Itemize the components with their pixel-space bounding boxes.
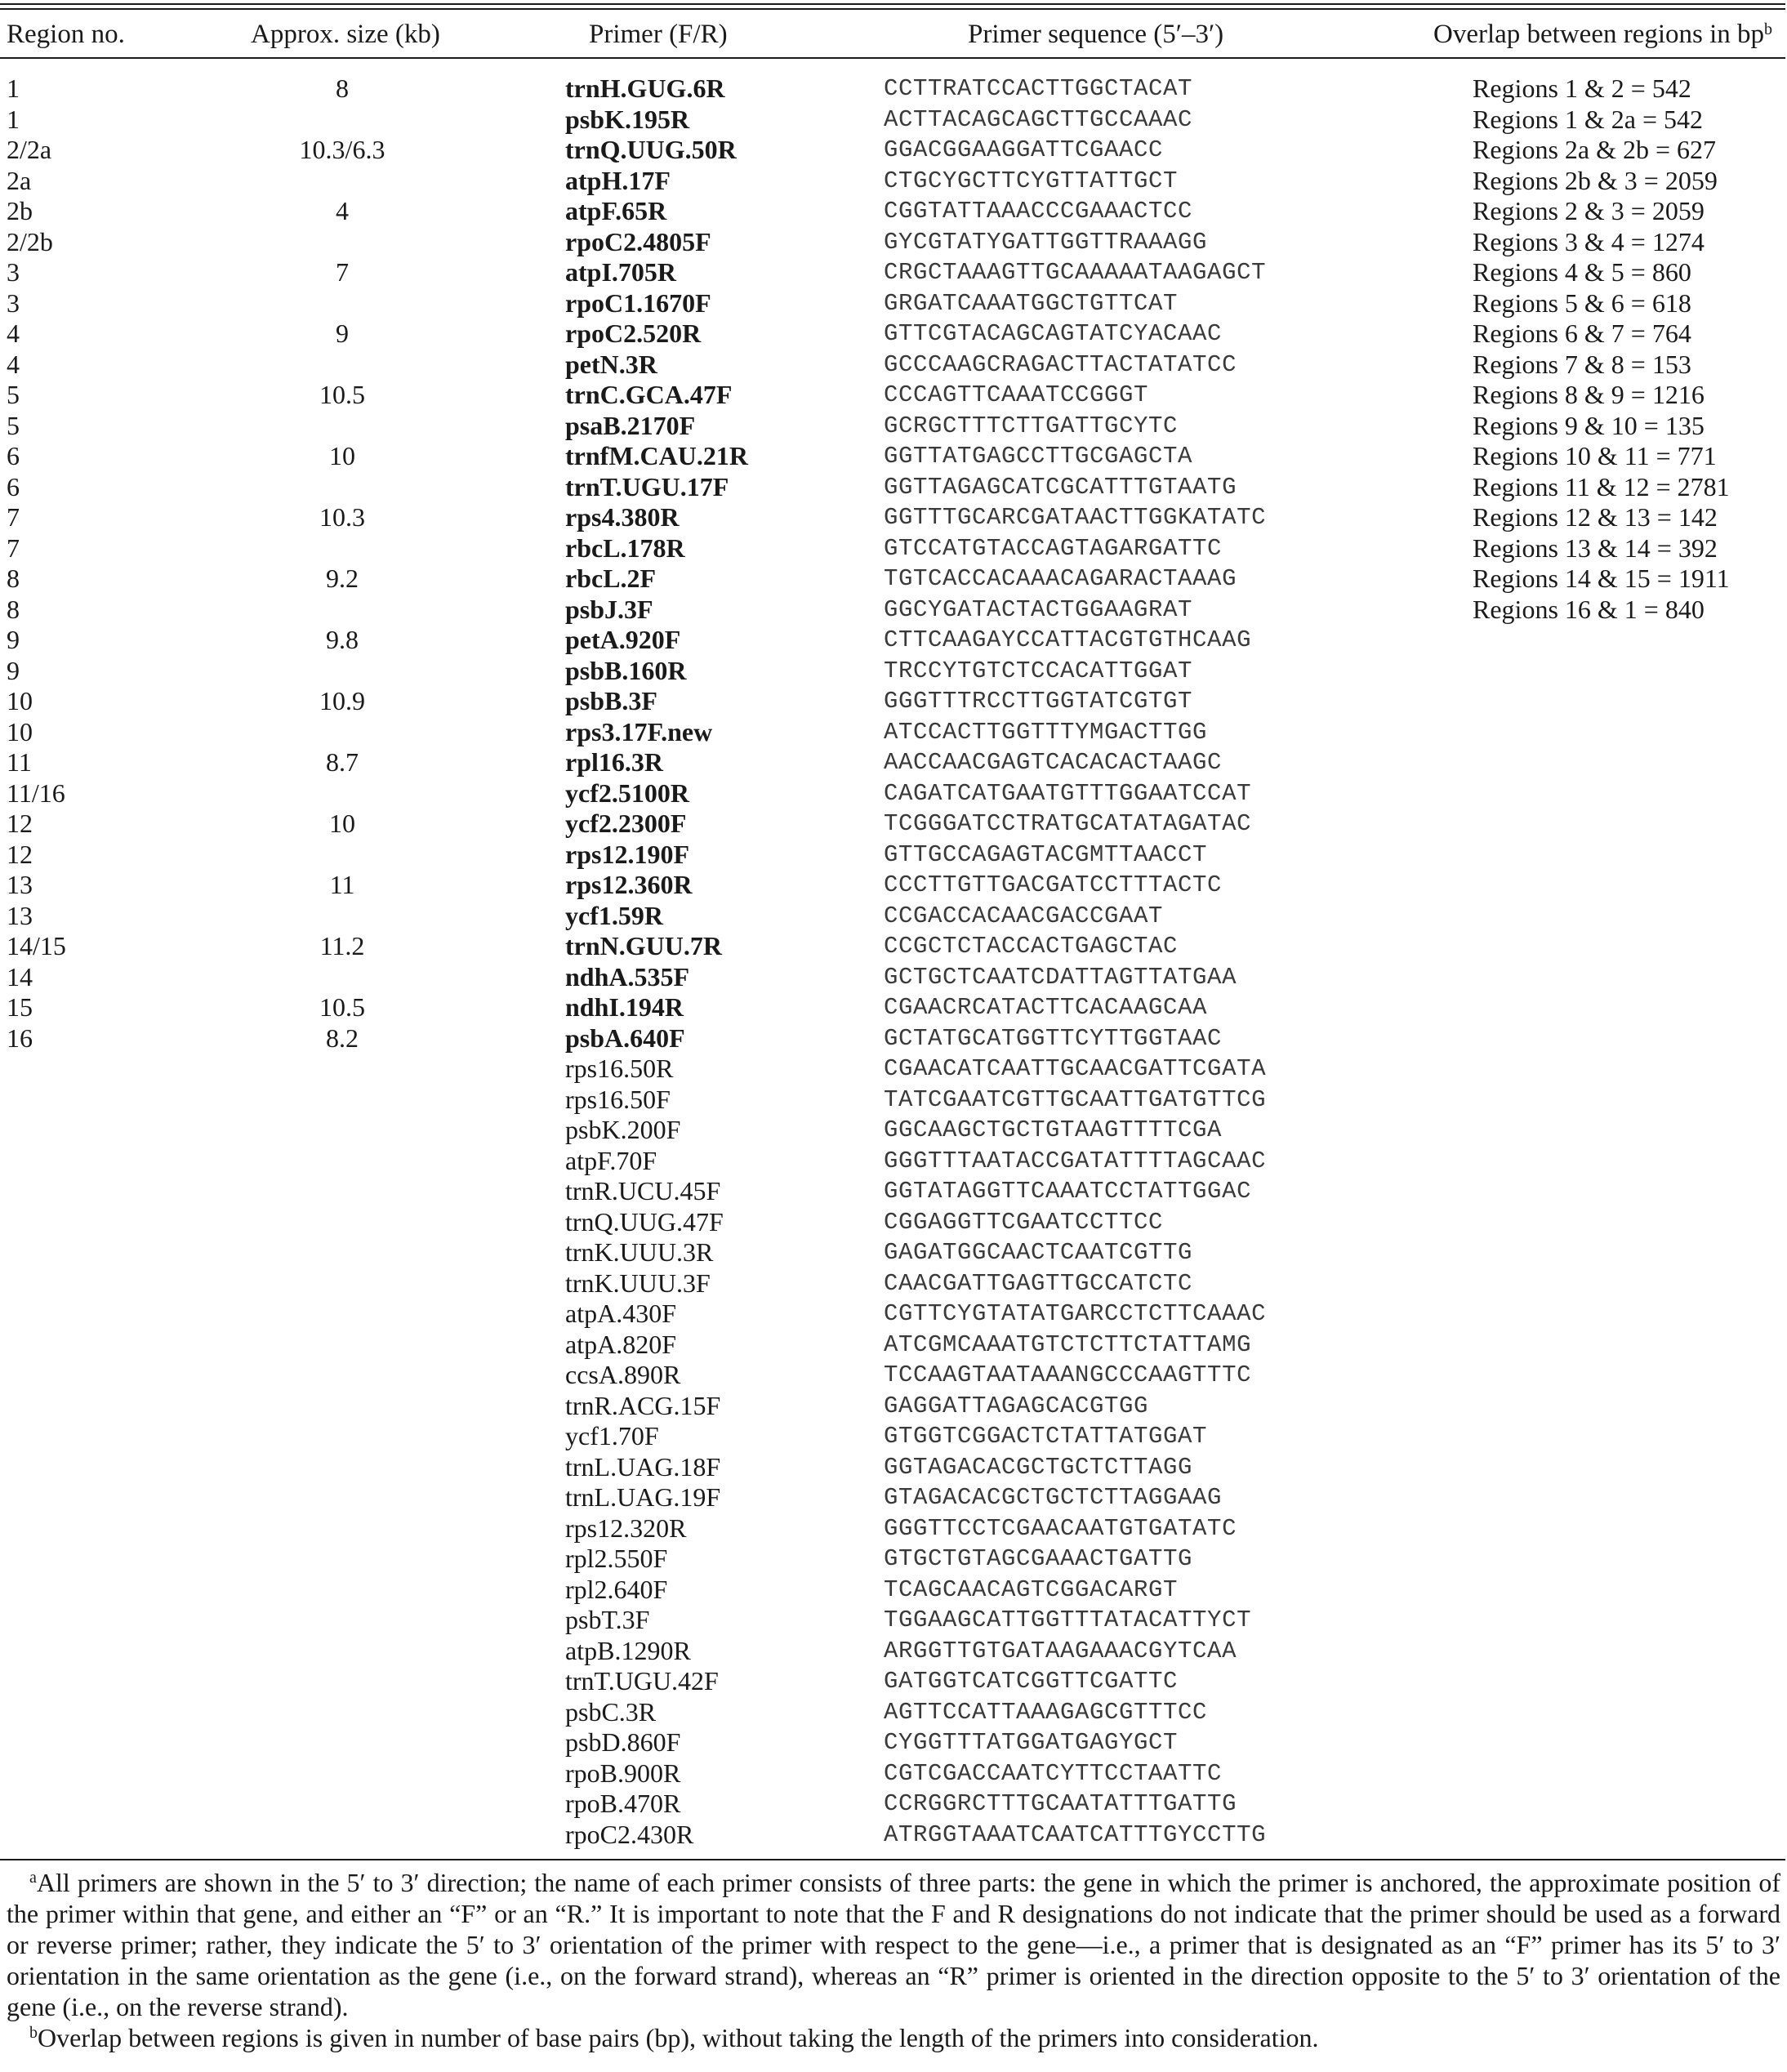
table-row	[0, 962, 1787, 993]
header-size: Approx. size (kb)	[251, 20, 440, 49]
primer-sequence-cell: CCCTTGTTGACGATCCTTTACTC	[884, 871, 1223, 898]
overlap-cell: Regions 16 & 1 = 840	[1473, 594, 1705, 624]
region-cell: 7	[7, 502, 20, 532]
size-cell: 9.8	[326, 625, 359, 654]
region-cell: 2/2b	[7, 226, 53, 256]
region-cell: 5	[7, 410, 20, 440]
table-row	[0, 1758, 1787, 1789]
primer-name-cell: atpA.820F	[565, 1329, 676, 1359]
primer-name-cell: rps3.17F.new	[565, 716, 713, 746]
primer-name-cell: rpoB.900R	[565, 1758, 681, 1788]
size-cell: 7	[336, 257, 349, 287]
primer-sequence-cell: TCAGCAACAGTCGGACARGT	[884, 1575, 1179, 1603]
footnote-a-text: All primers are shown in the 5′ to 3′ direction; the name of each primer consists of three parts: the gene in which the primer is anchored, the approximate position of the primer within that gene, and either an “F” or an “R.” It is important to note that the F and R designations do not indicate that the primer should be used as a forward or reverse primer; rather, they indicate the 5′ to 3′ orientation of the primer with respect to the gene—i.e., a primer that is designated as an “F” primer has its 5′ to 3′ orientation in the same orientation as the gene (i.e., on the forward strand), whereas an “R” primer is oriented in the direction opposite to the 5′ to 3′ orientation of the gene (i.e., on the reverse strand).	[7, 1868, 1780, 2021]
primer-sequence-cell: ACTTACAGCAGCTTGCCAAAC	[884, 105, 1193, 133]
primer-sequence-cell: CGAACATCAATTGCAACGATTCGATA	[884, 1055, 1267, 1082]
header-overlap	[1433, 18, 1772, 51]
primer-sequence-cell: ATCGMCAAATGTCTCTTCTATTAMG	[884, 1330, 1252, 1358]
footnote-a-mark: a	[29, 1869, 37, 1887]
table-row	[0, 1146, 1787, 1177]
table-row	[0, 411, 1787, 442]
primer-sequence-cell: GTGGTCGGACTCTATTATGGAT	[884, 1423, 1208, 1450]
region-cell: 1	[7, 104, 20, 134]
table-row	[0, 472, 1787, 503]
table-row	[0, 502, 1787, 533]
primer-name-cell: trnL.UAG.19F	[565, 1482, 721, 1512]
primer-name-cell: rpoB.470R	[565, 1789, 681, 1818]
primer-name-cell: trnR.UCU.45F	[565, 1176, 721, 1205]
primer-name-cell: trnR.ACG.15F	[565, 1390, 721, 1420]
region-cell: 13	[7, 870, 33, 899]
table-row	[0, 380, 1787, 411]
table-row	[0, 257, 1787, 288]
region-cell: 14	[7, 961, 33, 991]
primer-name-cell: psbJ.3F	[565, 594, 653, 624]
table-row	[0, 1452, 1787, 1483]
primer-sequence-cell: CRGCTAAAGTTGCAAAAATAAGAGCT	[884, 259, 1267, 286]
primer-name-cell: rpoC2.4805F	[565, 226, 711, 256]
primer-sequence-cell: GTCCATGTACCAGTAGARGATTC	[884, 534, 1223, 562]
region-cell: 11	[7, 747, 32, 777]
primer-name-cell: trnL.UAG.18F	[565, 1451, 721, 1482]
table-row	[0, 1176, 1787, 1207]
overlap-cell: Regions 3 & 4 = 1274	[1473, 226, 1705, 256]
primer-sequence-cell: GGCAAGCTGCTGTAAGTTTTCGA	[884, 1116, 1223, 1143]
size-cell: 10.3	[319, 502, 365, 532]
primer-sequence-cell: GAGATGGCAACTCAATCGTTG	[884, 1239, 1193, 1266]
overlap-cell: Regions 6 & 7 = 764	[1473, 319, 1691, 348]
bottom-rule	[0, 1859, 1785, 1860]
primer-name-cell: trnQ.UUG.50R	[565, 135, 737, 164]
table-row	[0, 1697, 1787, 1728]
table-row	[0, 288, 1787, 319]
overlap-cell: Regions 8 & 9 = 1216	[1473, 380, 1705, 409]
region-cell: 12	[7, 809, 33, 838]
table-row	[0, 1360, 1787, 1391]
overlap-cell: Regions 5 & 6 = 618	[1473, 287, 1691, 318]
table-row	[0, 319, 1787, 350]
table-row	[0, 1666, 1787, 1697]
region-cell: 9	[7, 625, 20, 654]
region-cell: 16	[7, 1023, 33, 1053]
table-row	[0, 992, 1787, 1023]
region-cell: 8	[7, 564, 20, 593]
primer-name-cell: atpF.65R	[565, 196, 667, 225]
primer-sequence-cell: CCGACCACAACGACCGAAT	[884, 902, 1164, 929]
region-cell: 3	[7, 257, 20, 287]
primer-sequence-cell: CCRGGRCTTTGCAATATTTGATTG	[884, 1790, 1237, 1817]
primer-name-cell: psbK.200F	[565, 1115, 681, 1144]
region-cell: 6	[7, 471, 20, 501]
table-row	[0, 1820, 1787, 1851]
primer-name-cell: psbB.160R	[565, 655, 687, 685]
table-row	[0, 809, 1787, 840]
region-cell: 6	[7, 441, 20, 470]
primer-name-cell: atpA.430F	[565, 1299, 676, 1328]
region-cell: 10	[7, 686, 33, 715]
primer-name-cell: atpF.70F	[565, 1145, 657, 1175]
primer-sequence-cell: TGTCACCACAAACAGARACTAAAG	[884, 565, 1237, 592]
primer-sequence-cell: GCRGCTTTCTTGATTGCYTC	[884, 412, 1179, 439]
primer-sequence-cell: CCCAGTTCAAATCCGGGT	[884, 381, 1149, 408]
header-primer: Primer (F/R)	[589, 20, 728, 49]
region-cell: 2b	[7, 196, 33, 225]
table-row	[0, 1421, 1787, 1452]
overlap-cell: Regions 10 & 11 = 771	[1473, 441, 1717, 470]
primer-sequence-cell: CGTCGACCAATCYTTCCTAATTC	[884, 1759, 1223, 1787]
primer-sequence-cell: GGGTTTAATACCGATATTTTAGCAAC	[884, 1147, 1267, 1174]
table-row	[0, 747, 1787, 778]
primer-sequence-cell: GCTATGCATGGTTCYTTGGTAAC	[884, 1024, 1223, 1052]
overlap-cell: Regions 2b & 3 = 2059	[1473, 165, 1718, 195]
table-row	[0, 1605, 1787, 1636]
size-cell: 11.2	[319, 931, 365, 960]
table-row	[0, 1544, 1787, 1575]
region-cell: 4	[7, 349, 20, 379]
primer-sequence-cell: CTTCAAGAYCCATTACGTGTHCAAG	[884, 626, 1252, 653]
primer-name-cell: ndhA.535F	[565, 961, 690, 991]
primer-sequence-cell: TRCCYTGTCTCCACATTGGAT	[884, 657, 1193, 684]
primer-name-cell: psbC.3R	[565, 1696, 657, 1727]
table-row	[0, 1789, 1787, 1820]
region-cell: 2/2a	[7, 135, 52, 164]
primer-sequence-cell: CAACGATTGAGTTGCCATCTC	[884, 1269, 1193, 1297]
primer-name-cell: rps16.50R	[565, 1054, 674, 1083]
primer-name-cell: ycf1.70F	[565, 1421, 659, 1450]
primer-sequence-cell: CCTTRATCCACTTGGCTACAT	[884, 75, 1193, 102]
overlap-cell: Regions 7 & 8 = 153	[1473, 349, 1691, 379]
table-row	[0, 840, 1787, 871]
primer-sequence-cell: AACCAACGAGTCACACACTAAGC	[884, 749, 1223, 776]
primer-name-cell: trnH.GUG.6R	[565, 74, 725, 103]
region-cell: 14/15	[7, 931, 66, 960]
primer-name-cell: rpl16.3R	[565, 747, 663, 777]
region-cell: 15	[7, 992, 33, 1022]
footnote-b-mark: b	[29, 2024, 38, 2042]
table-row	[0, 870, 1787, 901]
size-cell: 9	[336, 319, 349, 348]
table-row	[0, 625, 1787, 656]
table-row	[0, 105, 1787, 136]
footnote-b-text: Overlap between regions is given in number of base pairs (bp), without taking the length of the primers into consideration.	[38, 2023, 1319, 2052]
header-region: Region no.	[7, 20, 125, 49]
primer-name-cell: rpoC2.430R	[565, 1819, 694, 1849]
primer-name-cell: rpoC1.1670F	[565, 287, 711, 318]
primer-sequence-cell: CGGTATTAAACCCGAAACTCC	[884, 198, 1193, 225]
table-row	[0, 901, 1787, 932]
primer-name-cell: psbB.3F	[565, 686, 657, 715]
table-row	[0, 196, 1787, 227]
table-row	[0, 441, 1787, 472]
primer-name-cell: rps16.50F	[565, 1084, 671, 1114]
primer-sequence-cell: CYGGTTTATGGATGAGYGCT	[884, 1729, 1179, 1756]
region-cell: 8	[7, 594, 20, 624]
overlap-cell: Regions 13 & 14 = 392	[1473, 532, 1718, 563]
primer-sequence-cell: GCTGCTCAATCDATTAGTTATGAA	[884, 963, 1237, 991]
primer-sequence-cell: CGGAGGTTCGAATCCTTCC	[884, 1208, 1164, 1236]
primer-sequence-cell: TCGGGATCCTRATGCATATAGATAC	[884, 810, 1252, 837]
primer-sequence-cell: CAGATCATGAATGTTTGGAATCCAT	[884, 779, 1252, 807]
primer-sequence-cell: CCGCTCTACCACTGAGCTAC	[884, 933, 1179, 960]
table-row	[0, 595, 1787, 626]
region-cell: 5	[7, 380, 20, 409]
overlap-cell: Regions 1 & 2a = 542	[1473, 104, 1704, 134]
table-row	[0, 1575, 1787, 1606]
overlap-cell: Regions 2 & 3 = 2059	[1473, 196, 1705, 225]
header-sequence: Primer sequence (5′–3′)	[968, 20, 1224, 49]
primer-name-cell: psbA.640F	[565, 1023, 685, 1053]
primer-sequence-cell: GAGGATTAGAGCACGTGG	[884, 1392, 1149, 1419]
primer-name-cell: atpB.1290R	[565, 1635, 691, 1665]
overlap-cell: Regions 12 & 13 = 142	[1473, 502, 1718, 532]
table-row	[0, 1085, 1787, 1116]
overlap-cell: Regions 4 & 5 = 860	[1473, 257, 1691, 287]
primer-name-cell: rpl2.640F	[565, 1574, 668, 1604]
region-cell: 9	[7, 655, 20, 685]
primer-sequence-cell: GGTTATGAGCCTTGCGAGCTA	[884, 443, 1193, 470]
header-rule	[0, 57, 1785, 59]
primer-name-cell: ndhI.194R	[565, 992, 684, 1022]
primer-sequence-cell: GGTATAGGTTCAAATCCTATTGGAC	[884, 1178, 1252, 1205]
primer-name-cell: trnfM.CAU.21R	[565, 441, 748, 470]
primer-name-cell: rpl2.550F	[565, 1544, 668, 1573]
table-row	[0, 931, 1787, 962]
size-cell: 4	[336, 196, 349, 225]
primer-name-cell: rpoC2.520R	[565, 319, 702, 348]
primer-name-cell: rbcL.178R	[565, 532, 685, 563]
primer-sequence-cell: CTGCYGCTTCYGTTATTGCT	[884, 167, 1179, 194]
size-cell: 9.2	[326, 564, 359, 593]
table-row	[0, 1391, 1787, 1422]
primer-name-cell: petN.3R	[565, 349, 657, 379]
primer-name-cell: atpH.17F	[565, 165, 671, 195]
table-row	[0, 74, 1787, 105]
table-row	[0, 1636, 1787, 1667]
primer-sequence-cell: GTTCGTACAGCAGTATCYACAAC	[884, 320, 1223, 347]
region-cell: 11/16	[7, 778, 65, 808]
size-cell: 10.9	[319, 686, 365, 715]
primer-sequence-cell: AGTTCCATTAAAGAGCGTTTCC	[884, 1698, 1208, 1726]
footnote-b	[7, 2022, 1780, 2053]
primer-name-cell: psaB.2170F	[565, 410, 696, 440]
primer-sequence-cell: GTGCTGTAGCGAAACTGATTG	[884, 1545, 1193, 1572]
size-cell: 8	[336, 74, 349, 103]
top-rule-lower	[0, 8, 1785, 10]
table-row	[0, 717, 1787, 748]
table-row	[0, 135, 1787, 166]
overlap-cell: Regions 9 & 10 = 135	[1473, 410, 1705, 440]
primer-name-cell: rps4.380R	[565, 502, 680, 532]
primer-name-cell: ycf2.2300F	[565, 809, 687, 838]
primer-sequence-cell: TGGAAGCATTGGTTTATACATTYCT	[884, 1606, 1252, 1633]
table-row	[0, 1482, 1787, 1513]
primer-name-cell: rps12.360R	[565, 870, 693, 899]
primer-sequence-cell: GGTTAGAGCATCGCATTTGTAATG	[884, 473, 1237, 501]
top-rule-upper	[0, 3, 1785, 5]
primer-name-cell: ycf1.59R	[565, 900, 663, 930]
table-row	[0, 1054, 1787, 1085]
primer-name-cell: psbK.195R	[565, 104, 690, 134]
size-cell: 8.2	[326, 1023, 359, 1053]
primer-sequence-cell: GGCYGATACTACTGGAAGRAT	[884, 595, 1193, 623]
primer-name-cell: psbT.3F	[565, 1605, 650, 1634]
primer-name-cell: ccsA.890R	[565, 1360, 681, 1389]
primer-sequence-cell: GGGTTCCTCGAACAATGTGATATC	[884, 1514, 1237, 1542]
table-row	[0, 1513, 1787, 1544]
overlap-cell: Regions 1 & 2 = 542	[1473, 74, 1691, 103]
footnote-a	[7, 1867, 1780, 2022]
primer-name-cell: trnT.UGU.17F	[565, 471, 729, 501]
primer-name-cell: petA.920F	[565, 625, 681, 654]
table-row	[0, 1299, 1787, 1330]
region-cell: 13	[7, 900, 33, 930]
primer-name-cell: rps12.320R	[565, 1513, 687, 1543]
primer-sequence-cell: ARGGTTGTGATAAGAAACGYTCAA	[884, 1637, 1237, 1664]
region-cell: 1	[7, 74, 20, 103]
primer-sequence-cell: CGTTCYGTATATGARCCTCTTCAAAC	[884, 1300, 1267, 1327]
size-cell: 10	[329, 441, 355, 470]
table-row	[0, 656, 1787, 687]
primer-sequence-cell: GTTGCCAGAGTACGMTTAACCT	[884, 840, 1208, 868]
size-cell: 10.3/6.3	[299, 135, 385, 164]
table-row	[0, 1727, 1787, 1758]
region-cell: 10	[7, 716, 33, 746]
table-row	[0, 1023, 1787, 1054]
header-overlap-footnote-mark: b	[1764, 20, 1773, 38]
primer-sequence-cell: GGGTTTRCCTTGGTATCGTGT	[884, 688, 1193, 715]
primer-name-cell: psbD.860F	[565, 1727, 681, 1757]
region-cell: 2a	[7, 165, 32, 195]
primer-sequence-cell: TCCAAGTAATAAANGCCCAAGTTTC	[884, 1361, 1252, 1388]
table-row	[0, 227, 1787, 258]
size-cell: 10.5	[319, 380, 365, 409]
table-row	[0, 166, 1787, 197]
primer-name-cell: trnQ.UUG.47F	[565, 1206, 724, 1237]
table-row	[0, 1237, 1787, 1268]
primer-name-cell: trnN.GUU.7R	[565, 931, 722, 960]
primer-sequence-cell: GYCGTATYGATTGGTTRAAAGG	[884, 228, 1208, 256]
region-cell: 7	[7, 532, 20, 563]
primer-name-cell: trnK.UUU.3F	[565, 1268, 711, 1298]
header-overlap-label: Overlap between regions in bp	[1433, 20, 1765, 49]
primer-name-cell: rps12.190F	[565, 839, 689, 869]
primer-sequence-cell: GATGGTCATCGGTTCGATTC	[884, 1668, 1179, 1695]
table-body	[0, 74, 1787, 1850]
table-row	[0, 1207, 1787, 1238]
overlap-cell: Regions 2a & 2b = 627	[1473, 135, 1717, 164]
primer-sequence-cell: TATCGAATCGTTGCAATTGATGTTCG	[884, 1085, 1267, 1113]
primer-sequence-cell: GGTTTGCARCGATAACTTGGKATATC	[884, 504, 1267, 531]
primer-sequence-cell: ATCCACTTGGTTTYMGACTTGG	[884, 718, 1208, 746]
table-row	[0, 1268, 1787, 1299]
size-cell: 8.7	[326, 747, 359, 777]
primer-sequence-cell: CGAACRCATACTTCACAAGCAA	[884, 994, 1208, 1021]
primer-name-cell: atpI.705R	[565, 257, 677, 287]
table-row	[0, 1330, 1787, 1361]
size-cell: 11	[329, 870, 355, 899]
region-cell: 12	[7, 839, 33, 869]
primer-sequence-cell: GRGATCAAATGGCTGTTCAT	[884, 289, 1179, 317]
primer-sequence-cell: GCCCAAGCRAGACTTACTATATCC	[884, 350, 1237, 378]
table-row	[0, 686, 1787, 717]
primer-name-cell: trnC.GCA.47F	[565, 380, 733, 409]
table-row	[0, 350, 1787, 381]
footnotes	[7, 1867, 1780, 2053]
table-row	[0, 533, 1787, 564]
primer-name-cell: trnT.UGU.42F	[565, 1666, 719, 1695]
primer-sequence-cell: GTAGACACGCTGCTCTTAGGAAG	[884, 1484, 1223, 1511]
primer-sequence-cell: ATRGGTAAATCAATCATTTGYCCTTG	[884, 1820, 1267, 1848]
overlap-cell: Regions 11 & 12 = 2781	[1473, 471, 1730, 501]
primer-name-cell: trnK.UUU.3R	[565, 1237, 714, 1267]
region-cell: 3	[7, 287, 20, 318]
overlap-cell: Regions 14 & 15 = 1911	[1473, 564, 1730, 593]
primer-name-cell: rbcL.2F	[565, 564, 657, 593]
primer-sequence-cell: GGTAGACACGCTGCTCTTAGG	[884, 1453, 1193, 1481]
table-row	[0, 564, 1787, 595]
size-cell: 10.5	[319, 992, 365, 1022]
size-cell: 10	[329, 809, 355, 838]
table-row	[0, 1115, 1787, 1146]
table-row	[0, 778, 1787, 809]
primer-name-cell: ycf2.5100R	[565, 778, 689, 808]
primer-sequence-cell: GGACGGAAGGATTCGAACC	[884, 136, 1164, 163]
region-cell: 4	[7, 319, 20, 348]
